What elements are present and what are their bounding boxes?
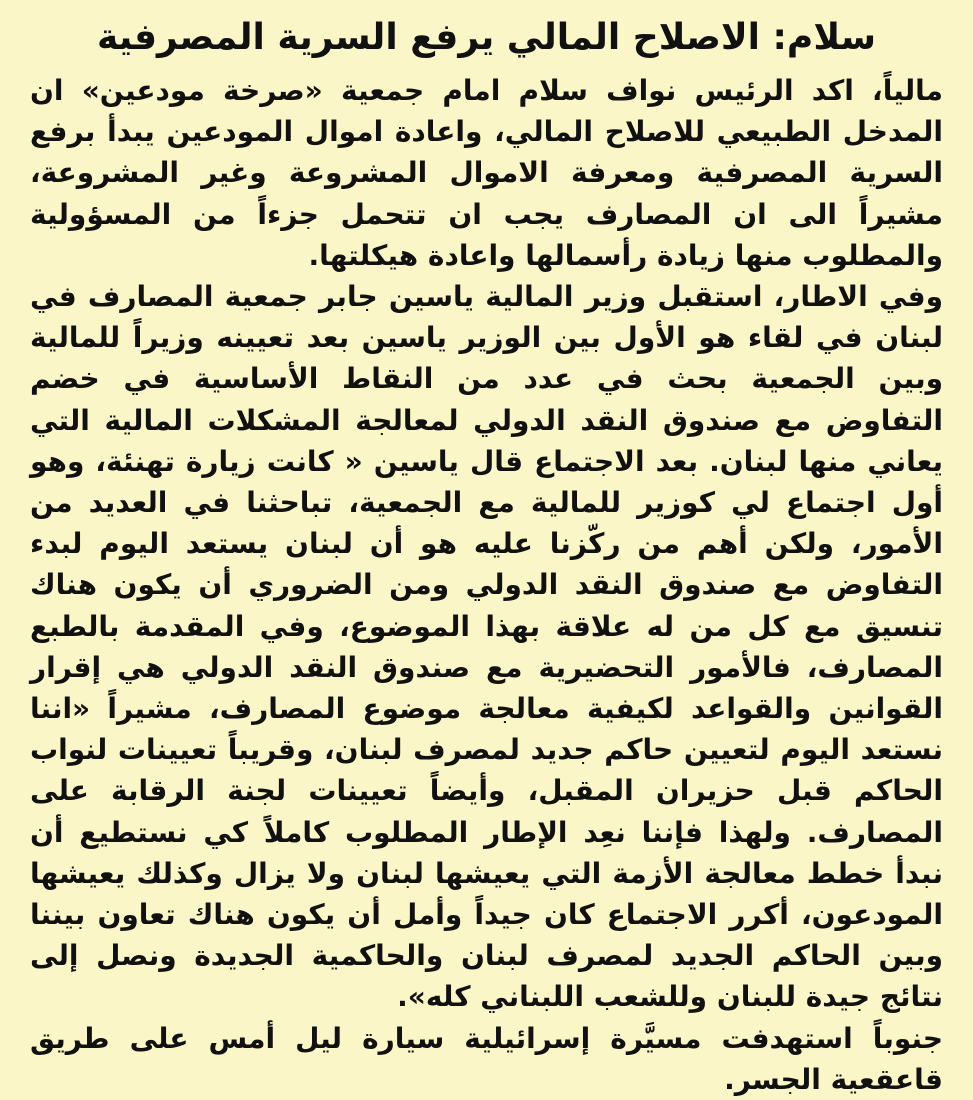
article-body: [30, 70, 943, 1100]
article-paragraph-banks-meeting: وفي الاطار، استقبل وزير المالية ياسين جابر جمعية المصارف في لبنان في لقاء هو الأول بين الوزير ياسين بعد تعيينه وزيراً للمالية وبين الجمعية بحث في عدد من النقاط الأساسية في خضم التفاوض مع صندوق النقد الدولي لمعالجة المشكلات المالية التي يعاني منها لبنان. بعد الاجتماع قال ياسين « كانت زيارة تهنئة، وهو أول اجتماع لي كوزير للمالية مع الجمعية، تباحثنا في العديد من الأمور، ولكن أهم من ركّزنا عليه هو أن لبنان يستعد اليوم لبدء التفاوض مع صندوق النقد الدولي ومن الضروري أن يكون هناك تنسيق مع كل من له علاقة بهذا الموضوع، وفي المقدمة بالطبع المصارف، فالأمور التحضيرية مع صندوق النقد الدولي هي إقرار القوانين والقواعد لكيفية معالجة موضوع المصارف، مشيراً «اننا نستعد اليوم لتعيين حاكم جديد لمصرف لبنان، وقريباً تعيينات لنواب الحاكم قبل حزيران المقبل، وأيضاً تعيينات لجنة الرقابة على المصارف. ولهذا فإننا نعِد الإطار المطلوب كاملاً كي نستطيع أن نبدأ خطط معالجة الأزمة التي يعيشها لبنان ولا يزال وكذلك يعيشها المودعون، أكرر الاجتماع كان جيداً وأمل أن يكون هناك تعاون بيننا وبين الحاكم الجديد لمصرف لبنان والحاكمية الجديدة ونصل إلى نتائج جيدة للبنان وللشعب اللبناني كله».: [30, 280, 943, 1014]
article-paragraph-south: جنوباً استهدفت مسيَّرة إسرائيلية سيارة ليل أمس على طريق قاعقعية الجسر.: [30, 1021, 943, 1096]
article-paragraph-finance: مالياً، اكد الرئيس نواف سلام امام جمعية «صرخة مودعين» ان المدخل الطبيعي للاصلاح المالي، واعادة اموال المودعين يبدأ برفع السرية المصرفية ومعرفة الاموال المشروعة وغير المشروعة، مشيراً الى ان المصارف يجب ان تتحمل جزءاً من المسؤولية والمطلوب منها زيادة رأسمالها واعادة هيكلتها.: [30, 74, 943, 272]
article-headline: سلام: الاصلاح المالي يرفع السرية المصرفية: [96, 17, 877, 58]
